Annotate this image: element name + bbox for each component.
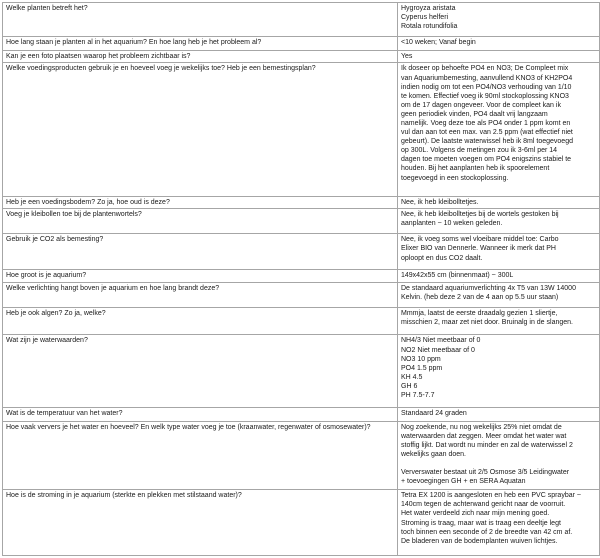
answer-line: Tetra EX 1200 is aangesloten en heb een PVC spraybar ~ [401,492,581,500]
table-row [3,196,600,209]
answer-line: namelijk. Voeg deze toe als PO4 onder 1 ppm komt en [401,120,571,127]
answer-line: te komen. Effectief voeg ik 90ml stockoplossing KNO3 [401,92,569,100]
answer-cell [398,209,600,234]
question-cell: Hoe groot is je aquarium? [3,269,398,283]
table-row [3,490,600,556]
question-cell: Hoe is de stroming in je aquarium (sterkte en plekken met stilstaand water)? [3,490,398,556]
question-cell: Kan je een foto plaatsen waarop het probleem zichtbaar is? [3,50,398,63]
answer-line: Nog zoekende, nu nog wekelijks 25% niet omdat de [401,423,562,431]
answer-line: waterwaarden dat zeggen. Meer omdat het water wat [401,433,567,441]
answer-line: gebeurt). De laatste waterwissel heb ik 8ml toegevoegd [401,138,573,146]
question-cell: Gebruik je CO2 als bemesting? [3,234,398,269]
answer-line: Rotala rotundifolia [401,23,458,31]
answer-line: wekelijks gaan doen. [401,451,466,459]
answer-line: aanplanten ~ 10 weken geleden. [401,220,503,228]
answer-line: geen periodiek vinden, PO4 daalt vrij langzaam [401,110,548,118]
answer-line: toegevoegd in een stockoplossing. [401,174,509,182]
answer-line: KH 4.5 [401,373,423,381]
answer-cell [398,283,600,308]
table-row [3,421,600,489]
question-cell: Hoe vaak ververs je het water en hoeveel? En welk type water voeg je toe (kraanwater, regenwater of osmosewater)? [3,421,398,489]
answer-line: Hygroyza aristata [401,5,456,12]
answer-line: Nee, ik voeg soms wel vloeibare middel toe: Carbo [401,236,559,244]
answer-cell [398,408,600,422]
answer-line: vul dan aan tot een max. van 2.5 ppm (wat effectief niet [401,129,573,137]
answer-line: NO3 10 ppm [401,355,441,363]
table-row [3,50,600,63]
questionnaire-rows [3,3,600,556]
answer-line: Yes [401,52,413,60]
answer-line: <10 weken; Vanaf begin [401,39,476,47]
answer-cell [398,50,600,63]
answer-cell [398,308,600,335]
answer-cell [398,421,600,489]
answer-line: Ververswater bestaat uit 2/5 Osmose 3/5 Leidingwater [401,469,570,477]
question-cell: Wat is de temperatuur van het water? [3,408,398,422]
table-row [3,209,600,234]
answer-cell [398,63,600,196]
answer-cell [398,269,600,283]
table-row [3,308,600,335]
table-row [3,269,600,283]
answer-line: PO4 1.5 ppm [401,364,443,372]
answer-line: NH4/3 Niet meetbaar of 0 [401,337,481,345]
answer-line: misschien 2, maar zet niet door. Bruinalg in de slangen. [401,319,573,327]
question-cell: Heb je een voedingsbodem? Zo ja, hoe oud is deze? [3,196,398,209]
answer-line: Kelvin. (heb deze 2 van de 4 aan op 5.5 uur staan) [401,294,559,302]
table-row [3,283,600,308]
question-cell: Voeg je kleibollen toe bij de plantenwortels? [3,209,398,234]
answer-line: Cyperus helferi [401,14,449,22]
questionnaire-sheet [2,2,598,556]
answer-cell [398,234,600,269]
answer-line: De bladeren van de bodemplanten wuiven lichtjes. [401,537,558,545]
table-row [3,63,600,196]
question-cell: Heb je ook algen? Zo ja, welke? [3,308,398,335]
table-row [3,37,600,51]
answer-line: GH 6 [401,382,418,390]
answer-cell [398,37,600,51]
answer-line: Nee, ik heb kleibolltetjes. [401,198,479,206]
answer-line: Elixer BIO van Dennerle. Wanneer ik merk dat PH [401,245,556,253]
answer-blank-line [401,459,596,468]
table-row [3,234,600,269]
question-cell: Hoe lang staan je planten al in het aquarium? En hoe lang heb je het probleem al? [3,37,398,51]
answer-line: houden. Bij het aanplanten heb ik spoorelement [401,165,550,173]
answer-line: Ik doseer op behoefte PO4 en NO3; De Compleet mix [401,65,569,73]
answer-cell [398,335,600,408]
answer-line: stoffig lijkt. Dat wordt nu minder en zal de waterwissel 2 [401,442,573,450]
question-cell: Welke planten betreft het? [3,3,398,37]
answer-line: oploopt en dus CO2 daalt. [401,254,483,262]
table-row [3,408,600,422]
answer-cell [398,3,600,37]
answer-line: 140cm tegen de achterwand gericht naar de voorruit. [401,501,566,509]
answer-cell [398,196,600,209]
question-cell: Welke voedingsproducten gebruik je en hoeveel voeg je wekelijks toe? Heb je een bemestingsplan? [3,63,398,196]
answer-line: op 300L. Volgens de metingen zou ik 3-6ml per 14 [401,147,558,155]
answer-line: De standaard aquariumverlichting 4x T5 van 13W 14000 [401,285,576,293]
answer-line: indien nodig om tot een PO4/NO3 verhouding van 1/10 [401,83,572,91]
question-cell: Welke verlichting hangt boven je aquarium en hoe lang brandt deze? [3,283,398,308]
table-row [3,335,600,408]
answer-line: Mmmja, laatst de eerste draadalg gezien 1 sliertje, [401,310,558,318]
answer-line: NO2 Niet meetbaar of 0 [401,346,475,354]
answer-line: + toevoegingen GH + en SERA Aquatan [401,478,526,486]
answer-line: van Aquariumbemesting, aanvullend KNO3 of KH2PO4 [401,74,573,82]
answer-line: PH 7.5-7.7 [401,391,435,399]
question-cell: Wat zijn je waterwaarden? [3,335,398,408]
table-row [3,3,600,37]
answer-line: Nee, ik heb kleibolltetjes bij de wortels gestoken bij [401,211,559,219]
answer-line: Het water verdeeld zich naar mijn mening goed. [401,510,550,518]
answer-cell [398,490,600,556]
answer-line: Standaard 24 graden [401,410,467,418]
answer-line: Stroming is traag, maar wat is traag een deeltje legt [401,519,561,527]
answer-line: dagen toe moeten voegen om PO4 enigszins stabiel te [401,156,572,164]
answer-line: 149x42x55 cm (binnenmaat) ~ 300L [401,271,514,279]
answer-line: toch binnen een seconde of 2 de breedte van 42 cm af. [401,528,573,536]
questionnaire-table [2,2,600,556]
answer-line: om de 17 dagen ongeveer. Voor de compleet kan ik [401,101,561,109]
